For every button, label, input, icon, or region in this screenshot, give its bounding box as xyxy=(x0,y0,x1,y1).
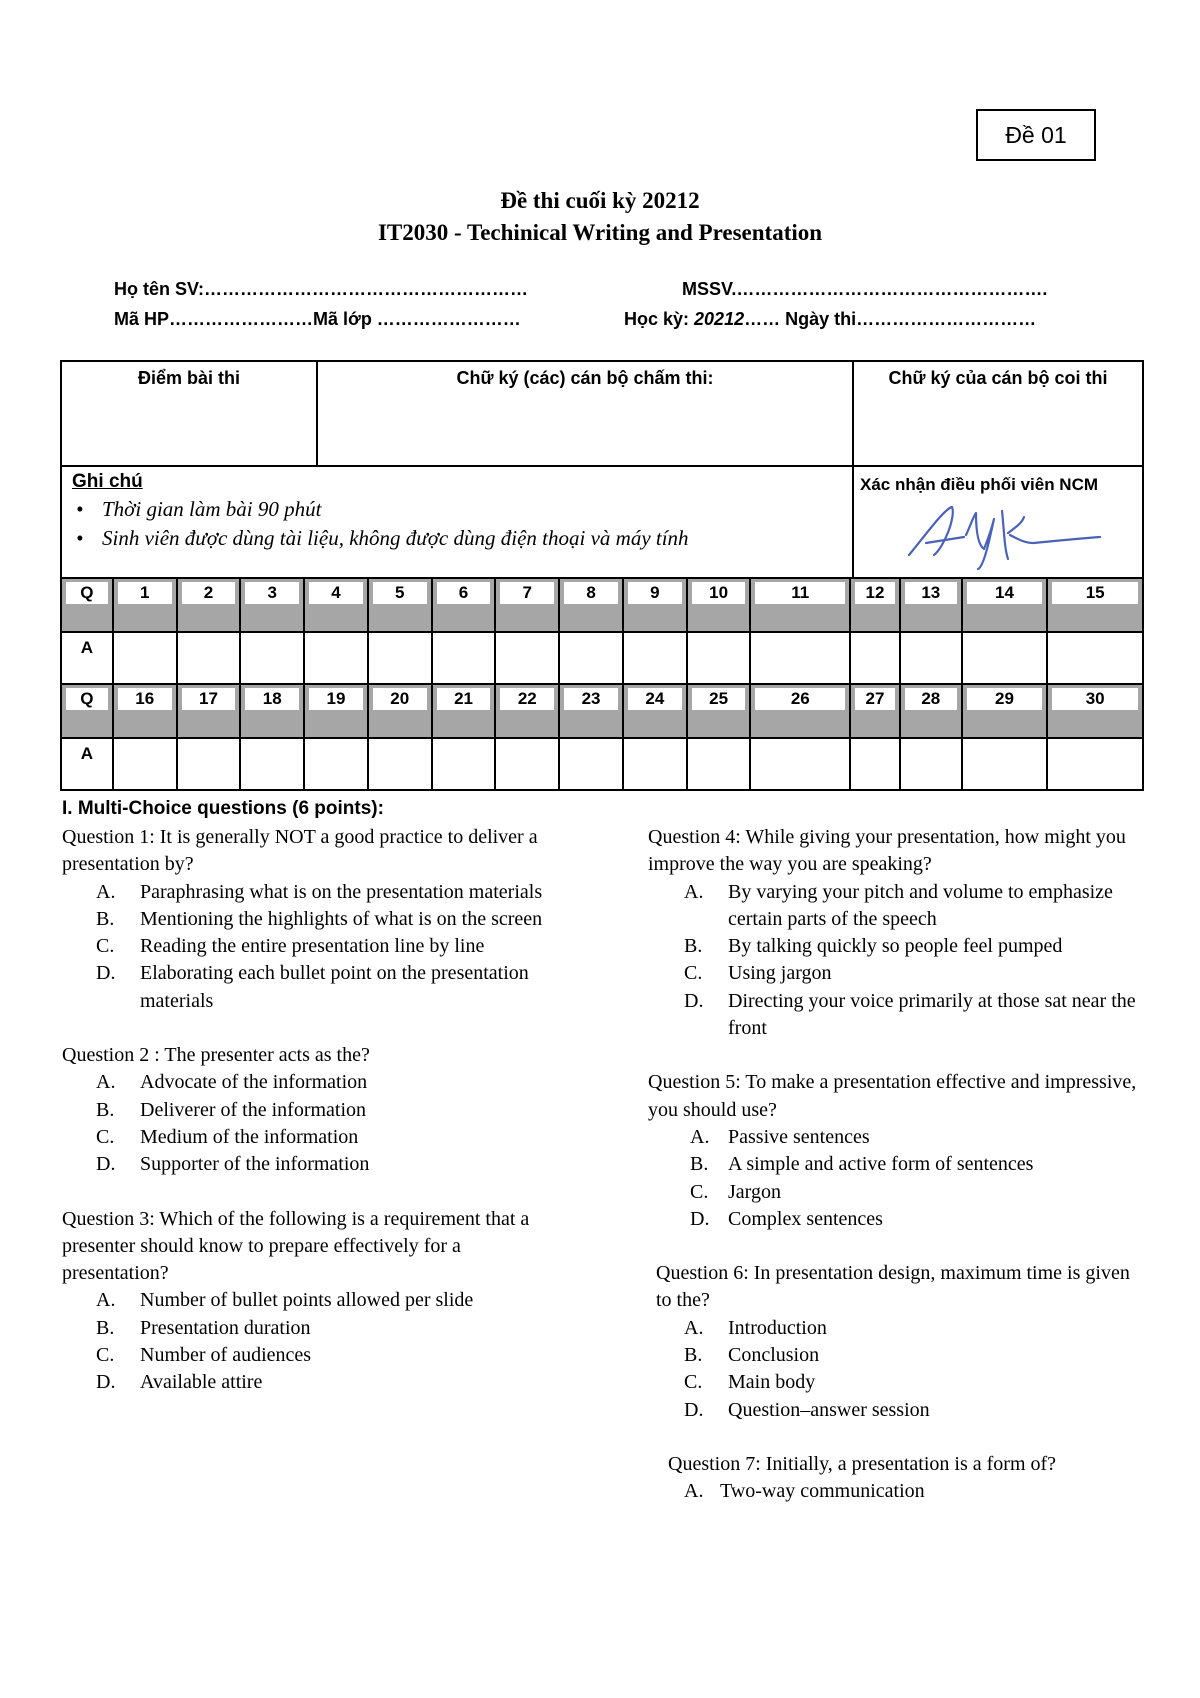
q-number: 17 xyxy=(182,688,236,710)
question-text: Question 5: To make a presentation effective and impressive, you should use? xyxy=(648,1071,1137,1121)
option-text: Available attire xyxy=(140,1371,263,1394)
exam-code-box xyxy=(976,109,1096,161)
grader-signature-cell xyxy=(318,362,854,467)
option-text: Deliverer of the information xyxy=(140,1098,367,1121)
option-text: Mentioning the highlights of what is on the screen xyxy=(140,907,543,930)
q-number: 9 xyxy=(628,582,682,604)
note-item xyxy=(72,524,842,553)
proctor-signature-cell xyxy=(854,362,1142,467)
option-text: Elaborating each bullet point on the presentation materials xyxy=(140,962,529,1012)
bullet-icon: • xyxy=(76,497,84,521)
q-number: 25 xyxy=(692,688,746,710)
q-number: 15 xyxy=(1052,582,1138,604)
coordinator-cell xyxy=(854,467,1142,577)
q-number: 20 xyxy=(373,688,427,710)
option-text: A simple and active form of sentences xyxy=(728,1153,1034,1176)
options-list xyxy=(96,879,572,1015)
question-block xyxy=(648,824,1140,1042)
answer-grid xyxy=(60,579,1144,791)
proctor-signature-header: Chữ ký của cán bộ coi thi xyxy=(888,368,1108,388)
answer-cell[interactable] xyxy=(241,739,305,789)
q-cell xyxy=(751,579,851,631)
options-list xyxy=(684,1478,1140,1505)
notes-cell xyxy=(62,467,854,577)
answer-cell[interactable] xyxy=(560,739,624,789)
answer-cell[interactable] xyxy=(496,739,560,789)
q-number: 28 xyxy=(905,688,957,710)
q-number: 5 xyxy=(373,582,427,604)
q-number: 10 xyxy=(692,582,746,604)
option-text: Using jargon xyxy=(728,962,832,985)
q-cell xyxy=(963,685,1049,737)
option-text: By talking quickly so people feel pumped xyxy=(728,935,1063,958)
option[interactable] xyxy=(690,1179,1140,1206)
option-letter: A. xyxy=(96,880,116,903)
q-cell xyxy=(851,579,901,631)
option-letter: D. xyxy=(684,1398,704,1421)
option[interactable] xyxy=(684,933,1140,960)
semester-value: 20212 xyxy=(694,309,745,329)
option[interactable] xyxy=(690,1206,1140,1233)
questions-left-column xyxy=(62,824,572,1397)
option-text: Two-way communication xyxy=(720,1480,925,1503)
option-text: Directing your voice primarily at those sat near the front xyxy=(728,989,1136,1040)
q-number: 27 xyxy=(855,688,895,710)
answer-cell[interactable] xyxy=(1048,633,1142,683)
q-number: 24 xyxy=(628,688,682,710)
semester-label: Học kỳ: xyxy=(624,309,695,329)
option-letter: B. xyxy=(96,907,115,930)
q-cell xyxy=(624,579,688,631)
option-letter: A. xyxy=(690,1125,710,1148)
options-list xyxy=(96,1069,572,1178)
answer-row-1 xyxy=(62,631,1142,685)
options-list xyxy=(684,879,1140,1043)
option-text: Number of audiences xyxy=(140,1344,312,1367)
option-text: Supporter of the information xyxy=(140,1153,370,1176)
q-label: Q xyxy=(66,582,108,604)
option[interactable] xyxy=(96,1369,572,1396)
option-letter: D. xyxy=(690,1207,710,1230)
semester-date-field xyxy=(624,309,1036,330)
answer-cell[interactable] xyxy=(1048,739,1142,789)
option[interactable] xyxy=(96,1097,572,1124)
option-letter: D. xyxy=(684,989,704,1012)
option[interactable] xyxy=(96,1151,572,1178)
options-list xyxy=(96,1287,572,1396)
q-number: 29 xyxy=(967,688,1043,710)
option[interactable] xyxy=(96,1124,572,1151)
option[interactable] xyxy=(684,879,1140,934)
q-cell xyxy=(624,685,688,737)
q-number: 1 xyxy=(118,582,172,604)
q-cell xyxy=(178,685,242,737)
q-number: 2 xyxy=(182,582,236,604)
q-label-cell xyxy=(62,685,114,737)
q-cell xyxy=(114,579,178,631)
option[interactable] xyxy=(690,1124,1140,1151)
q-cell xyxy=(496,685,560,737)
answer-cell[interactable] xyxy=(305,739,369,789)
option-letter: A. xyxy=(96,1289,116,1312)
q-number: 11 xyxy=(755,582,845,604)
option-text: Introduction xyxy=(728,1316,827,1339)
q-number: 22 xyxy=(500,688,554,710)
coordinator-label: Xác nhận điều phối viên NCM xyxy=(860,475,1099,494)
q-label: Q xyxy=(66,688,108,710)
q-cell xyxy=(496,579,560,631)
q-cell xyxy=(305,579,369,631)
question-block xyxy=(648,1451,1140,1506)
option-letter: C. xyxy=(96,1344,115,1367)
q-cell xyxy=(241,685,305,737)
student-name-field: Họ tên SV:……………………………………………… xyxy=(114,279,529,299)
q-number: 16 xyxy=(118,688,172,710)
q-label-cell xyxy=(62,579,114,631)
option-letter: A. xyxy=(684,880,704,903)
exam-code-label: Đề 01 xyxy=(1005,121,1067,148)
question-text: Question 7: Initially, a presentation is a form of? xyxy=(668,1452,1057,1475)
answer-cell[interactable] xyxy=(433,739,497,789)
q-number: 23 xyxy=(564,688,618,710)
option-text: Medium of the information xyxy=(140,1125,359,1148)
question-block xyxy=(648,1260,1140,1424)
option-letter: A. xyxy=(684,1316,704,1339)
q-cell xyxy=(1048,685,1142,737)
option-letter: D. xyxy=(96,1371,116,1394)
exam-title-line1: Đề thi cuối kỳ 20212 xyxy=(500,188,700,213)
a-label-cell xyxy=(62,739,114,789)
question-text: Question 2 : The presenter acts as the? xyxy=(62,1044,370,1067)
q-number: 26 xyxy=(755,688,845,710)
answer-cell[interactable] xyxy=(114,739,178,789)
q-number: 14 xyxy=(967,582,1043,604)
notes-title: Ghi chú xyxy=(72,471,143,492)
q-cell xyxy=(1048,579,1142,631)
answer-cell[interactable] xyxy=(369,739,433,789)
option[interactable] xyxy=(96,1315,572,1342)
question-text: Question 4: While giving your presentation, how might you improve the way you are speaking? xyxy=(648,826,1126,876)
question-block xyxy=(62,1206,572,1397)
option-letter: C. xyxy=(690,1180,709,1203)
option[interactable] xyxy=(684,1315,1140,1342)
q-cell xyxy=(901,579,963,631)
answer-cell[interactable] xyxy=(963,633,1049,683)
answer-cell[interactable] xyxy=(688,633,752,683)
option-text: Question–answer session xyxy=(728,1398,930,1421)
q-cell xyxy=(369,579,433,631)
question-block xyxy=(62,824,572,1015)
option-text: Paraphrasing what is on the presentation materials xyxy=(140,880,543,903)
q-number: 12 xyxy=(855,582,895,604)
q-number: 6 xyxy=(437,582,491,604)
option-letter: A. xyxy=(684,1480,704,1503)
note-text: Thời gian làm bài 90 phút xyxy=(102,497,322,521)
q-number: 18 xyxy=(245,688,299,710)
answer-cell[interactable] xyxy=(688,739,752,789)
option-letter: C. xyxy=(684,1371,703,1394)
option-text: Reading the entire presentation line by line xyxy=(140,935,485,958)
answer-cell[interactable] xyxy=(114,633,178,683)
answer-row-2 xyxy=(62,737,1142,789)
option-letter: B. xyxy=(684,935,703,958)
option[interactable] xyxy=(684,1342,1140,1369)
option-letter: B. xyxy=(690,1153,709,1176)
option[interactable] xyxy=(96,879,572,906)
answer-cell[interactable] xyxy=(751,633,851,683)
options-list xyxy=(690,1124,1140,1233)
answer-cell[interactable] xyxy=(851,739,901,789)
score-header: Điểm bài thi xyxy=(137,368,240,388)
q-number: 13 xyxy=(905,582,957,604)
option[interactable] xyxy=(684,988,1140,1043)
option[interactable] xyxy=(690,1151,1140,1178)
exam-date-label: …… Ngày thi………………………… xyxy=(744,309,1037,329)
answer-cell[interactable] xyxy=(901,739,963,789)
q-cell xyxy=(560,579,624,631)
score-cell xyxy=(62,362,318,467)
answer-cell[interactable] xyxy=(433,633,497,683)
q-number: 21 xyxy=(437,688,491,710)
exam-title xyxy=(0,185,1200,249)
option-text: Conclusion xyxy=(728,1344,820,1367)
course-class-field: Mã HP……………………Mã lớp …………………… xyxy=(114,309,521,329)
option-letter: C. xyxy=(96,935,115,958)
option-letter: A. xyxy=(96,1071,116,1094)
option-text: Main body xyxy=(728,1371,816,1394)
a-label-cell xyxy=(62,633,114,683)
q-cell xyxy=(114,685,178,737)
q-cell xyxy=(305,685,369,737)
question-block xyxy=(648,1069,1140,1233)
q-cell xyxy=(901,685,963,737)
q-cell xyxy=(178,579,242,631)
options-list xyxy=(684,1315,1140,1424)
option-text: Number of bullet points allowed per slide xyxy=(140,1289,474,1312)
notes-list xyxy=(72,495,842,553)
answer-cell[interactable] xyxy=(241,633,305,683)
option-text: By varying your pitch and volume to emphasize certain parts of the speech xyxy=(728,880,1113,930)
a-label: A xyxy=(80,744,94,763)
option[interactable] xyxy=(96,933,572,960)
question-text: Question 3: Which of the following is a requirement that a presenter should know to prepare effectively for a presentation? xyxy=(62,1207,530,1285)
answer-cell[interactable] xyxy=(305,633,369,683)
option[interactable] xyxy=(684,960,1140,987)
answer-cell[interactable] xyxy=(624,739,688,789)
option-text: Presentation duration xyxy=(140,1316,311,1339)
q-cell xyxy=(851,685,901,737)
question-number-row-2 xyxy=(62,685,1142,737)
note-item xyxy=(72,495,842,524)
q-number: 4 xyxy=(309,582,363,604)
q-number: 19 xyxy=(309,688,363,710)
option-text: Passive sentences xyxy=(728,1125,870,1148)
answer-cell[interactable] xyxy=(178,633,242,683)
option-letter: C. xyxy=(96,1125,115,1148)
option-letter: D. xyxy=(96,962,116,985)
note-text: Sinh viên được dùng tài liệu, không được dùng điện thoại và máy tính xyxy=(102,526,689,550)
q-cell xyxy=(688,579,752,631)
option[interactable] xyxy=(96,1287,572,1314)
q-cell xyxy=(963,579,1049,631)
q-cell xyxy=(688,685,752,737)
option-letter: D. xyxy=(96,1153,116,1176)
grading-table xyxy=(60,360,1144,579)
option-text: Complex sentences xyxy=(728,1207,883,1230)
coordinator-signature xyxy=(904,497,1104,572)
option[interactable] xyxy=(684,1478,1140,1505)
question-block xyxy=(62,1042,572,1178)
q-number: 3 xyxy=(245,582,299,604)
option-text: Advocate of the information xyxy=(140,1071,368,1094)
answer-cell[interactable] xyxy=(751,739,851,789)
answer-cell[interactable] xyxy=(560,633,624,683)
q-cell xyxy=(751,685,851,737)
exam-title-line2: IT2030 - Techinical Writing and Presentation xyxy=(377,220,823,245)
q-number: 7 xyxy=(500,582,554,604)
option[interactable] xyxy=(96,906,572,933)
answer-cell[interactable] xyxy=(496,633,560,683)
answer-cell[interactable] xyxy=(624,633,688,683)
questions-right-column xyxy=(648,824,1140,1506)
q-cell xyxy=(369,685,433,737)
option[interactable] xyxy=(96,1342,572,1369)
option[interactable] xyxy=(96,960,572,1015)
q-cell xyxy=(241,579,305,631)
option-letter: B. xyxy=(684,1344,703,1367)
question-number-row-1 xyxy=(62,579,1142,631)
option-letter: B. xyxy=(96,1098,115,1121)
q-number: 30 xyxy=(1052,688,1138,710)
option[interactable] xyxy=(96,1069,572,1096)
option-text: Jargon xyxy=(728,1180,781,1203)
q-cell xyxy=(433,685,497,737)
answer-cell[interactable] xyxy=(369,633,433,683)
answer-cell[interactable] xyxy=(963,739,1049,789)
question-text: Question 1: It is generally NOT a good practice to deliver a presentation by? xyxy=(62,826,538,876)
answer-cell[interactable] xyxy=(851,633,901,683)
option-letter: C. xyxy=(684,962,703,985)
a-label: A xyxy=(80,638,94,657)
student-id-field: MSSV.……………………………………………. xyxy=(682,279,1048,299)
option[interactable] xyxy=(684,1397,1140,1424)
answer-cell[interactable] xyxy=(178,739,242,789)
bullet-icon: • xyxy=(76,526,84,550)
option[interactable] xyxy=(684,1369,1140,1396)
option-letter: B. xyxy=(96,1316,115,1339)
q-number: 8 xyxy=(564,582,618,604)
q-cell xyxy=(560,685,624,737)
section-title: I. Multi-Choice questions (6 points): xyxy=(62,798,384,819)
grader-signature-header: Chữ ký (các) cán bộ chấm thi: xyxy=(456,368,714,388)
answer-cell[interactable] xyxy=(901,633,963,683)
q-cell xyxy=(433,579,497,631)
question-text: Question 6: In presentation design, maximum time is given to the? xyxy=(656,1262,1130,1312)
